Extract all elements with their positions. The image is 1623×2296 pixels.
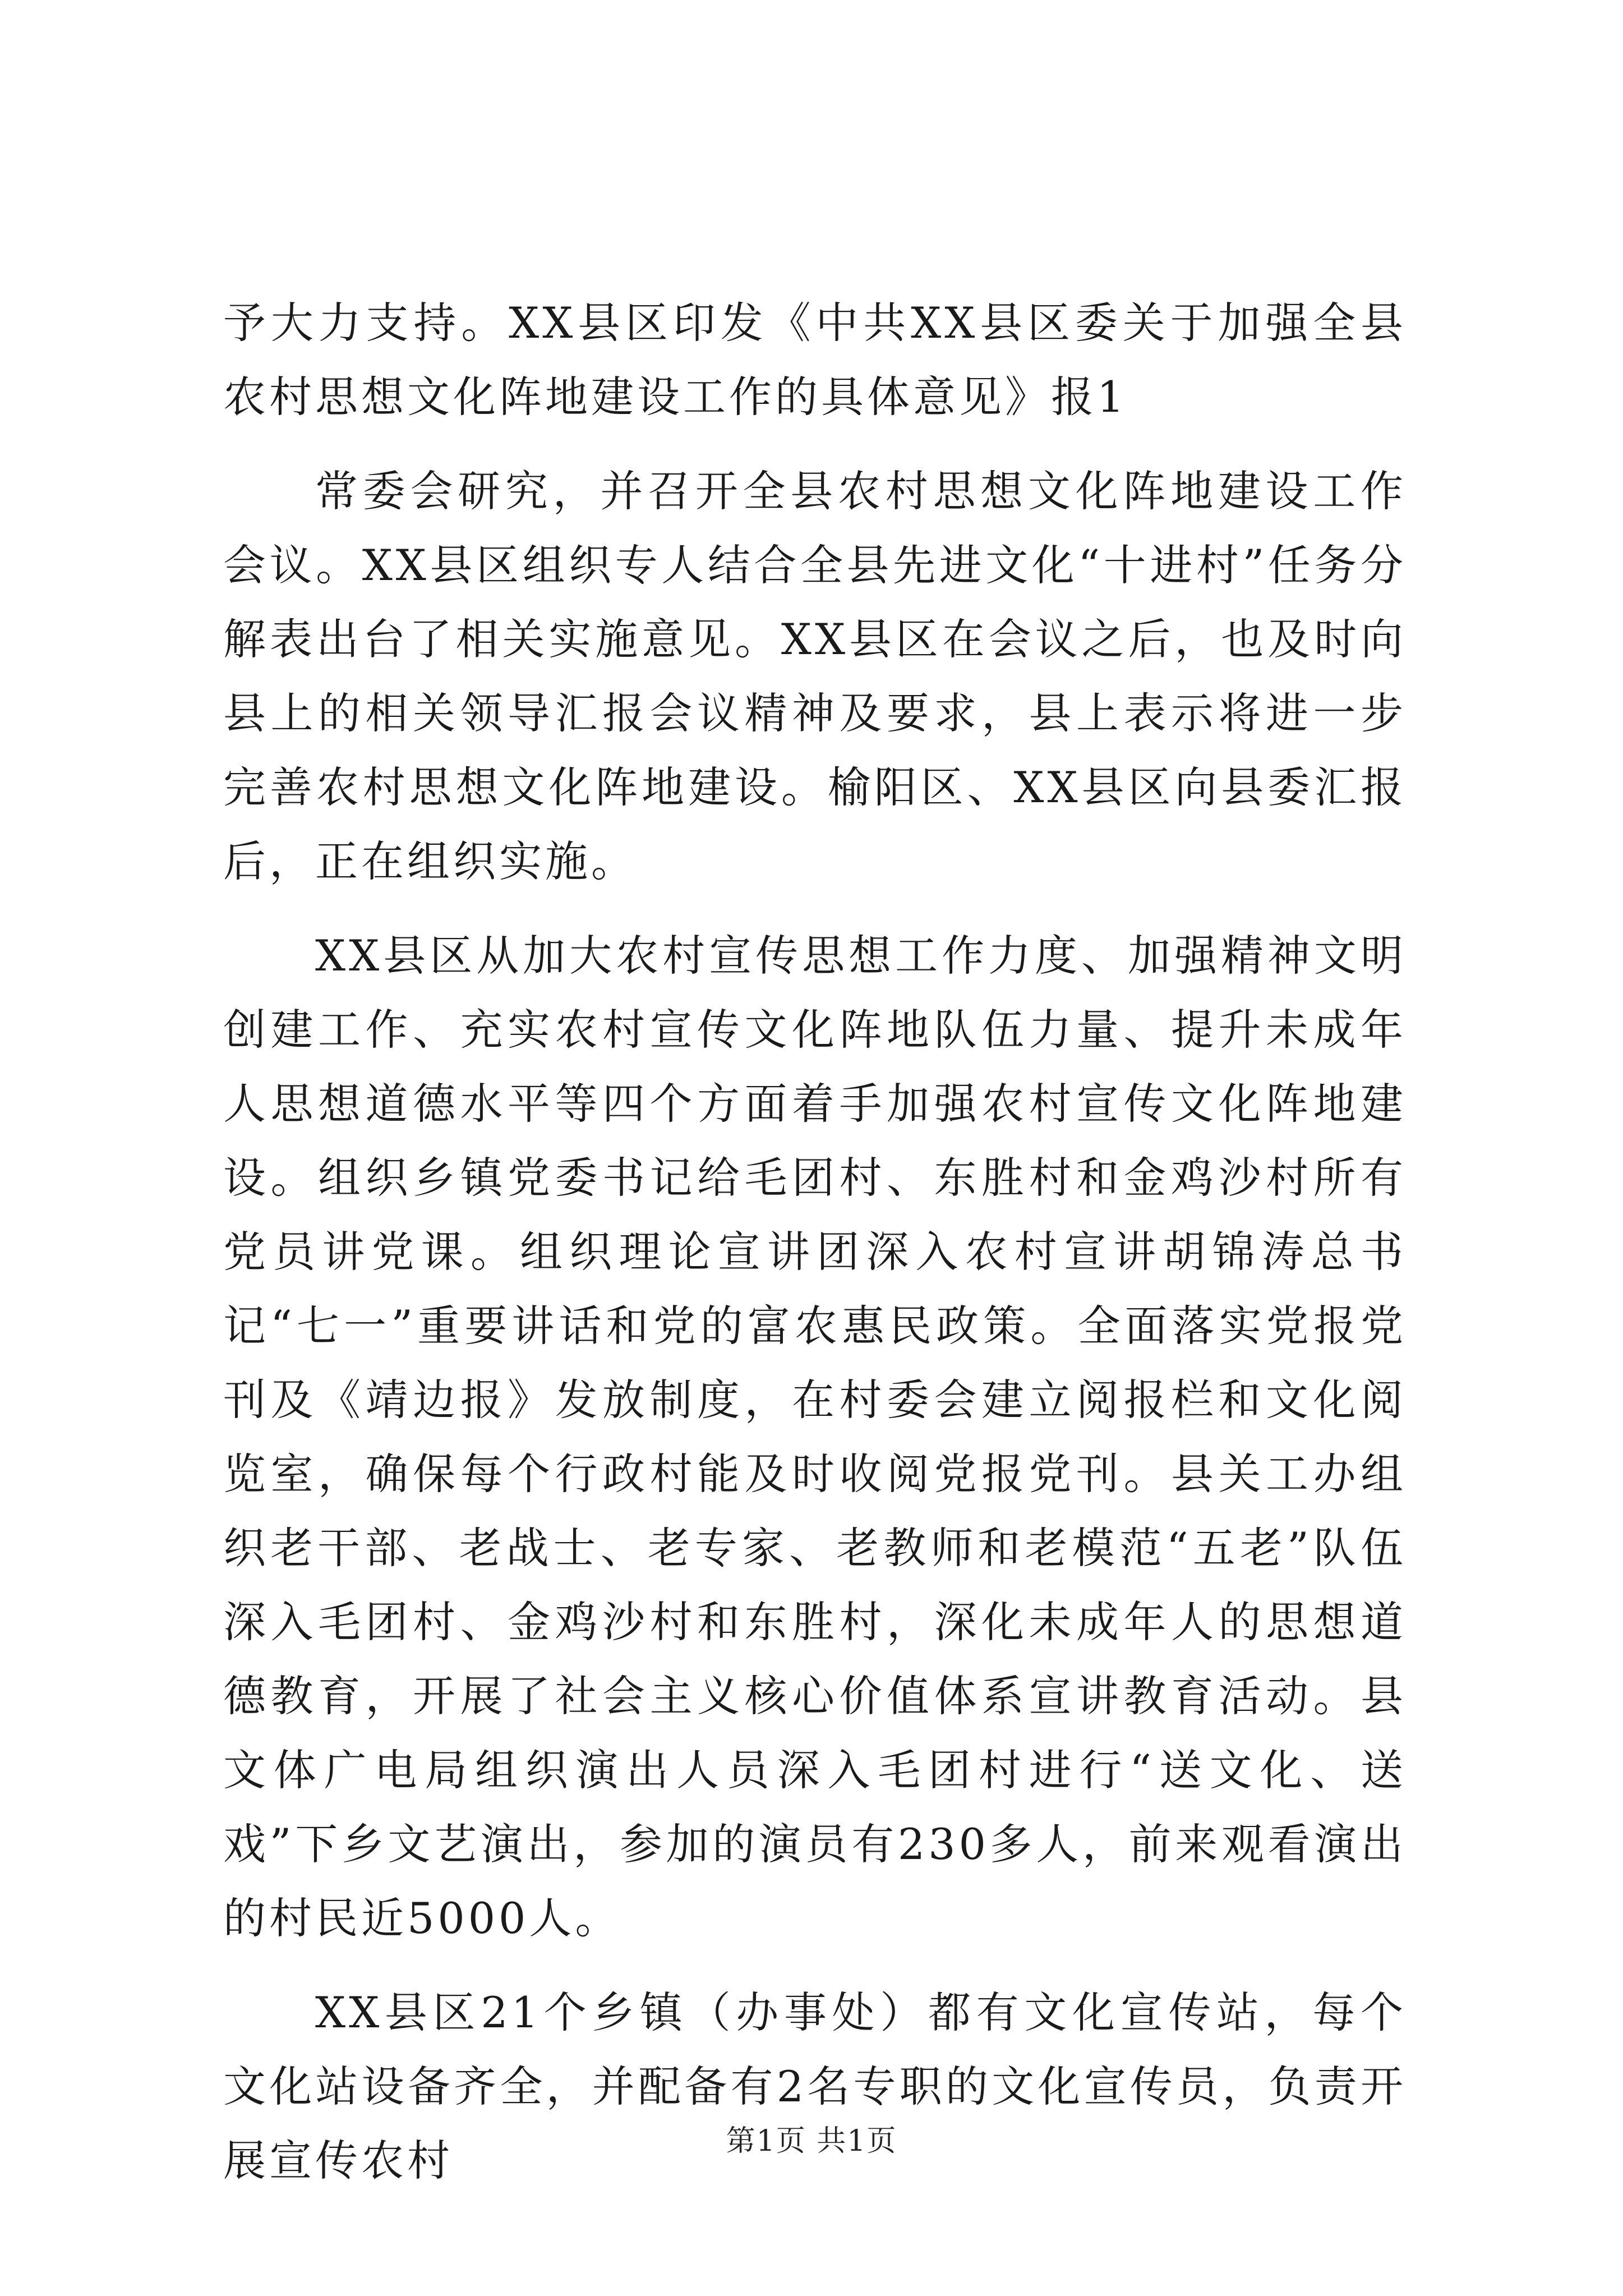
page-footer: 第1页 共1页 (726, 2124, 897, 2158)
document-body (223, 286, 1407, 2218)
paragraph-standing-committee: 常委会研究，并召开全县农村思想文化阵地建设工作会议。XX县区组织专人结合全县先进文化“十进村”任务分解表出台了相关实施意见。XX县区在会议之后，也及时向县上的相关领导汇报会议精神及要求，县上表示将进一步完善农村思想文化阵地建设。榆阳区、XX县区向县委汇报后，正在组织实施。 (223, 466, 1407, 886)
paragraph-culture-stations: XX县区21个乡镇（办事处）都有文化宣传站，每个文化站设备齐全，并配备有2名专职的文化宣传员，负责开展宣传农村 (223, 1987, 1407, 2185)
paragraph-rural-propaganda: XX县区从加大农村宣传思想工作力度、加强精神文明创建工作、充实农村宣传文化阵地队伍力量、提升未成年人思想道德水平等四个方面着手加强农村宣传文化阵地建设。组织乡镇党委书记给毛团村、东胜村和金鸡沙村所有党员讲党课。组织理论宣讲团深入农村宣讲胡锦涛总书记“七一”重要讲话和党的富农惠民政策。全面落实党报党刊及《靖边报》发放制度，在村委会建立阅报栏和文化阅览室，确保每个行政村能及时收阅党报党刊。县关工办组织老干部、老战士、老专家、老教师和老模范“五老”队伍深入毛团村、金鸡沙村和东胜村，深化未成年人的思想道德教育，开展了社会主义核心价值体系宣讲教育活动。县文体广电局组织演出人员深入毛团村进行“送文化、送戏”下乡文艺演出，参加的演员有230多人，前来观看演出的村民近5000人。 (223, 931, 1407, 1943)
paragraph-continuation: 予大力支持。XX县区印发《中共XX县区委关于加强全县农村思想文化阵地建设工作的具体意见》报1 (223, 298, 1407, 422)
